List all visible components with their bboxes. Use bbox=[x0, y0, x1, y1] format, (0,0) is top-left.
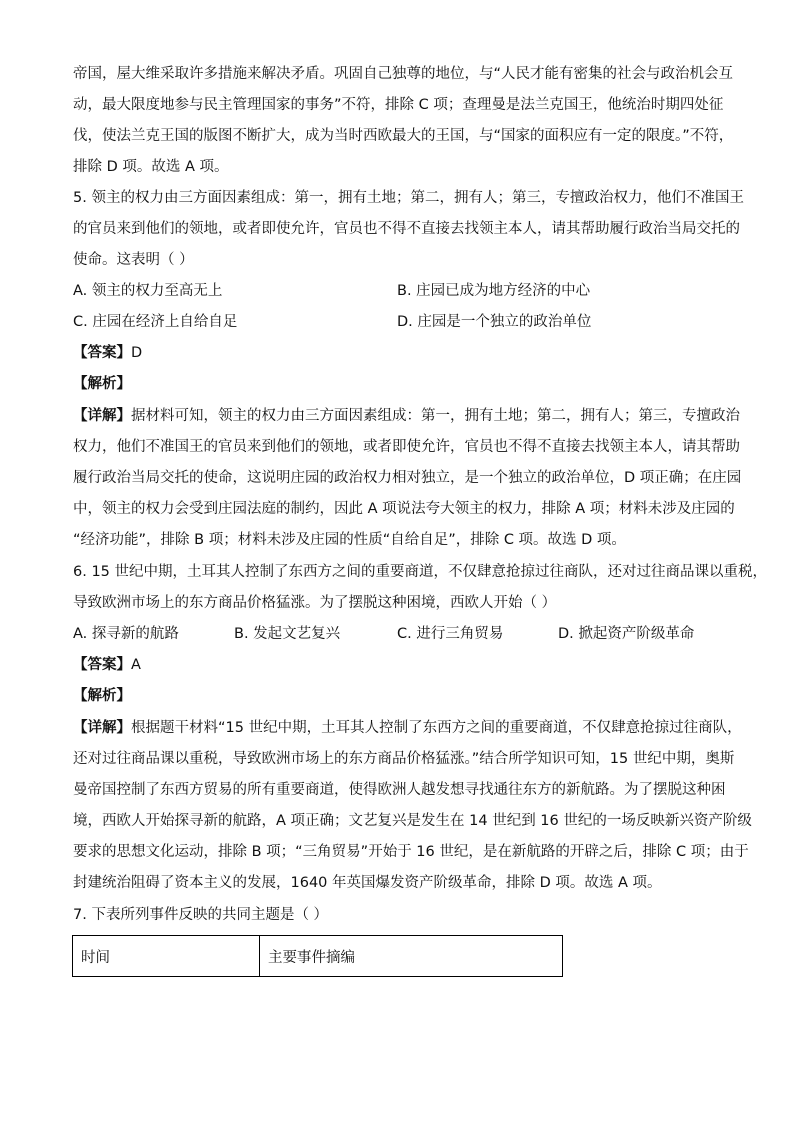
question-6-stem: 6. 15 世纪中期，土耳其人控制了东西方之间的重要商道，不仅肆意抢掠过往商队，还对过往商品课以重税， bbox=[73, 564, 767, 580]
table-header-row bbox=[73, 936, 563, 977]
q6-detail-line: 曼帝国控制了东西方贸易的所有重要商道，使得欧洲人越发想寻找通往东方的新航路。为了摆脱这种困 bbox=[73, 782, 726, 798]
q6-detail-line: 还对过往商品课以重税，导致欧洲市场上的东方商品价格猛涨。”结合所学知识可知，15 世纪中期，奥斯 bbox=[73, 751, 735, 767]
question-7-stem: 7. 下表所列事件反映的共同主题是（ ） bbox=[73, 907, 329, 923]
paragraph-line: 伐，使法兰克王国的版图不断扩大，成为当时西欧最大的王国，与“国家的面积应有一定的限度。”不符， bbox=[73, 128, 734, 144]
detail-tag: 【详解】 bbox=[73, 720, 131, 736]
q5-option-d: D. 庄园是一个独立的政治单位 bbox=[397, 314, 592, 330]
question-5-stem: 5. 领主的权力由三方面因素组成：第一，拥有土地；第二，拥有人；第三，专擅政治权力，他们不准国王 bbox=[73, 190, 744, 206]
detail-tag: 【详解】 bbox=[73, 408, 131, 424]
q6-detail-line: 要求的思想文化运动，排除 B 项；“三角贸易”开始于 16 世纪，是在新航路的开辟之后，排除 C 项；由于 bbox=[73, 844, 749, 860]
q5-detail-line: “经济功能”，排除 B 项；材料未涉及庄园的性质“自给自足”，排除 C 项。故选 D 项。 bbox=[73, 532, 626, 548]
q5-detail-line: 权力，他们不准国王的官员来到他们的领地，或者即使允许，官员也不得不直接去找领主本人，请其帮助 bbox=[73, 439, 740, 455]
table-header-events: 主要事件摘编 bbox=[260, 936, 563, 977]
q5-option-b: B. 庄园已成为地方经济的中心 bbox=[397, 283, 591, 299]
question-5-stem: 的官员来到他们的领地，或者即使允许，官员也不得不直接去找领主本人，请其帮助履行政治当局交托的 bbox=[73, 221, 740, 237]
analysis-tag: 【解析】 bbox=[73, 688, 131, 704]
answer-tag: 【答案】 bbox=[73, 657, 131, 673]
question-6-stem: 导致欧洲市场上的东方商品价格猛涨。为了摆脱这种困境，西欧人开始（ ） bbox=[73, 595, 557, 611]
paragraph-line: 排除 D 项。故选 A 项。 bbox=[73, 159, 229, 175]
q6-option-b: B. 发起文艺复兴 bbox=[234, 626, 341, 642]
q6-answer bbox=[73, 655, 141, 675]
q5-option-c: C. 庄园在经济上自给自足 bbox=[73, 314, 238, 330]
q6-option-c: C. 进行三角贸易 bbox=[397, 626, 504, 642]
events-table bbox=[72, 935, 563, 977]
answer-value: A bbox=[131, 657, 141, 673]
q6-detail-line: 境，西欧人开始探寻新的航路，A 项正确；文艺复兴是发生在 14 世纪到 16 世纪的一场反映新兴资产阶级 bbox=[73, 813, 752, 829]
paragraph-line: 帝国，屋大维采取许多措施来解决矛盾。巩固自己独尊的地位，与“人民才能有密集的社会与政治机会互 bbox=[73, 66, 734, 82]
q6-option-a: A. 探寻新的航路 bbox=[73, 626, 179, 642]
table-header-time: 时间 bbox=[73, 936, 260, 977]
q5-analysis-tag bbox=[73, 374, 131, 394]
question-5-stem: 使命。这表明（ ） bbox=[73, 252, 194, 268]
analysis-tag: 【解析】 bbox=[73, 376, 131, 392]
q6-analysis-tag bbox=[73, 686, 131, 706]
answer-value: D bbox=[131, 345, 143, 361]
q5-answer bbox=[73, 343, 142, 363]
q5-detail-line: 履行政治当局交托的使命，这说明庄园的政治权力相对独立，是一个独立的政治单位，D 项正确；在庄园 bbox=[73, 470, 742, 486]
q6-detail bbox=[73, 718, 742, 738]
answer-tag: 【答案】 bbox=[73, 345, 131, 361]
q5-detail bbox=[73, 406, 740, 426]
paragraph-line: 动，最大限度地参与民主管理国家的事务”不符，排除 C 项；查理曼是法兰克国王，他统治时期四处征 bbox=[73, 97, 724, 113]
detail-text: 根据题干材料“15 世纪中期，土耳其人控制了东西方之间的重要商道，不仅肆意抢掠过往商队， bbox=[131, 720, 742, 736]
detail-text: 据材料可知，领主的权力由三方面因素组成：第一，拥有土地；第二，拥有人；第三，专擅政治 bbox=[131, 408, 740, 424]
q5-detail-line: 中，领主的权力会受到庄园法庭的制约，因此 A 项说法夸大领主的权力，排除 A 项；材料未涉及庄园的 bbox=[73, 501, 735, 517]
q6-option-d: D. 掀起资产阶级革命 bbox=[558, 626, 695, 642]
q6-detail-line: 封建统治阻碍了资本主义的发展，1640 年英国爆发资产阶级革命，排除 D 项。故选 A 项。 bbox=[73, 875, 662, 891]
q5-option-a: A. 领主的权力至高无上 bbox=[73, 283, 223, 299]
